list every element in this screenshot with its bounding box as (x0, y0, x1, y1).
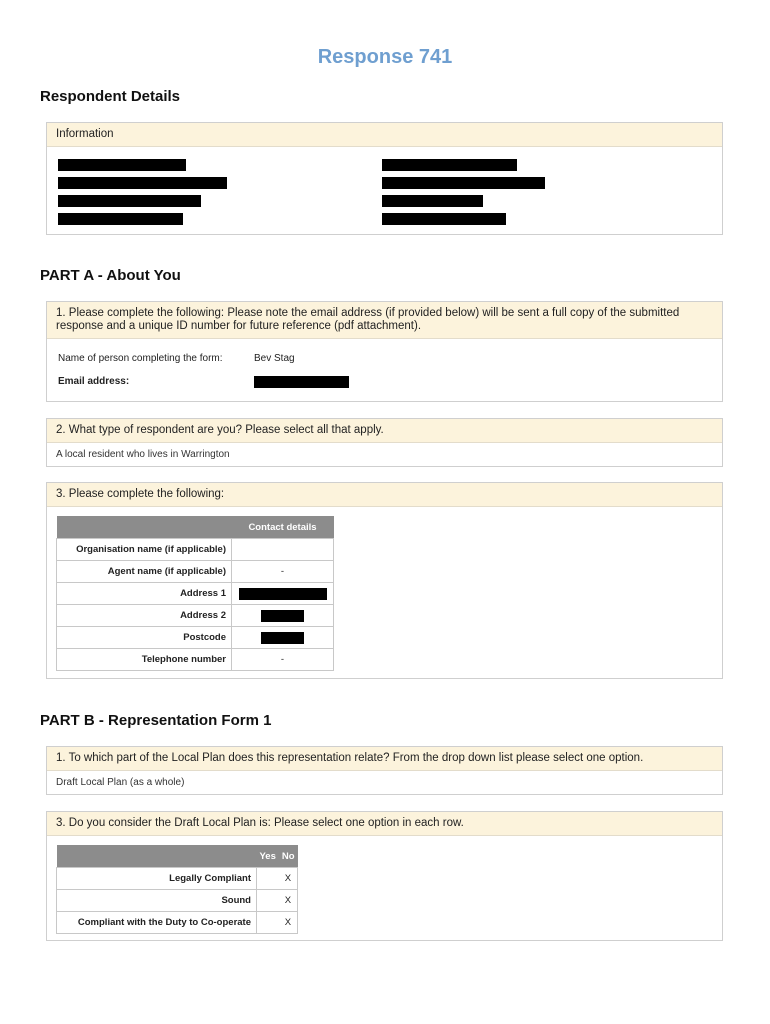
column-header-no: No (279, 845, 298, 868)
question-text: 1. To which part of the Local Plan does this representation relate? From the drop down list please select one option. (47, 747, 722, 771)
redacted-text (58, 177, 227, 189)
part-a-heading: PART A - About You (40, 267, 181, 284)
redacted-text (382, 177, 545, 189)
name-value: Bev Stag (254, 353, 295, 364)
row-value (232, 583, 334, 605)
table-row (57, 912, 298, 934)
table-row (57, 627, 334, 649)
row-value (232, 627, 334, 649)
table-row (57, 583, 334, 605)
no-cell: X (279, 890, 298, 912)
column-header-yes: Yes (257, 845, 279, 868)
answer-text: Draft Local Plan (as a whole) (56, 777, 185, 788)
email-label: Email address: (58, 376, 130, 387)
page-title: Response 741 (317, 46, 453, 68)
question-text: 1. Please complete the following: Please note the email address (if provided below) will be sent a full copy of the submitted response and a unique ID number for future reference (pdf attachment). (47, 302, 722, 339)
redacted-text (58, 159, 186, 171)
name-label: Name of person completing the form: (58, 353, 223, 364)
answer-text: A local resident who lives in Warrington (56, 449, 230, 460)
information-box-label: Information (47, 123, 722, 147)
question-text: 3. Please complete the following: (47, 483, 722, 507)
no-cell: X (279, 912, 298, 934)
redacted-text (58, 213, 183, 225)
question-text: 2. What type of respondent are you? Please select all that apply. (47, 419, 722, 443)
part-a-question-1 (46, 301, 723, 402)
row-value (232, 605, 334, 627)
part-b-heading: PART B - Representation Form 1 (40, 712, 272, 729)
yes-cell (257, 912, 279, 934)
row-label: Agent name (if applicable) (57, 561, 232, 583)
table-row (57, 561, 334, 583)
part-b-question-3 (46, 811, 723, 941)
row-label: Sound (57, 890, 257, 912)
table-corner (57, 845, 257, 868)
redacted-text (382, 213, 506, 225)
row-value: - (232, 649, 334, 671)
table-row (57, 890, 298, 912)
row-label: Telephone number (57, 649, 232, 671)
part-a-question-2 (46, 418, 723, 467)
row-label: Address 1 (57, 583, 232, 605)
redacted-postcode (261, 632, 304, 644)
table-row (57, 539, 334, 561)
redacted-address-1 (239, 588, 327, 600)
table-row (57, 868, 298, 890)
information-box (46, 122, 723, 235)
no-cell: X (279, 868, 298, 890)
compliance-table (56, 845, 298, 934)
row-label: Organisation name (if applicable) (57, 539, 232, 561)
row-value: - (232, 561, 334, 583)
redacted-text (382, 195, 483, 207)
contact-details-table (56, 516, 334, 671)
row-label: Compliant with the Duty to Co-operate (57, 912, 257, 934)
table-corner (57, 516, 232, 539)
redacted-address-2 (261, 610, 304, 622)
redacted-text (58, 195, 201, 207)
row-label: Postcode (57, 627, 232, 649)
respondent-details-heading: Respondent Details (40, 88, 181, 105)
part-b-question-1 (46, 746, 723, 795)
row-label: Legally Compliant (57, 868, 257, 890)
column-header-contact-details: Contact details (232, 516, 334, 539)
row-label: Address 2 (57, 605, 232, 627)
row-value (232, 539, 334, 561)
part-a-question-3 (46, 482, 723, 679)
redacted-text (382, 159, 517, 171)
table-row (57, 605, 334, 627)
redacted-email (254, 376, 349, 388)
question-text: 3. Do you consider the Draft Local Plan is: Please select one option in each row. (47, 812, 722, 836)
yes-cell (257, 890, 279, 912)
table-row (57, 649, 334, 671)
yes-cell (257, 868, 279, 890)
